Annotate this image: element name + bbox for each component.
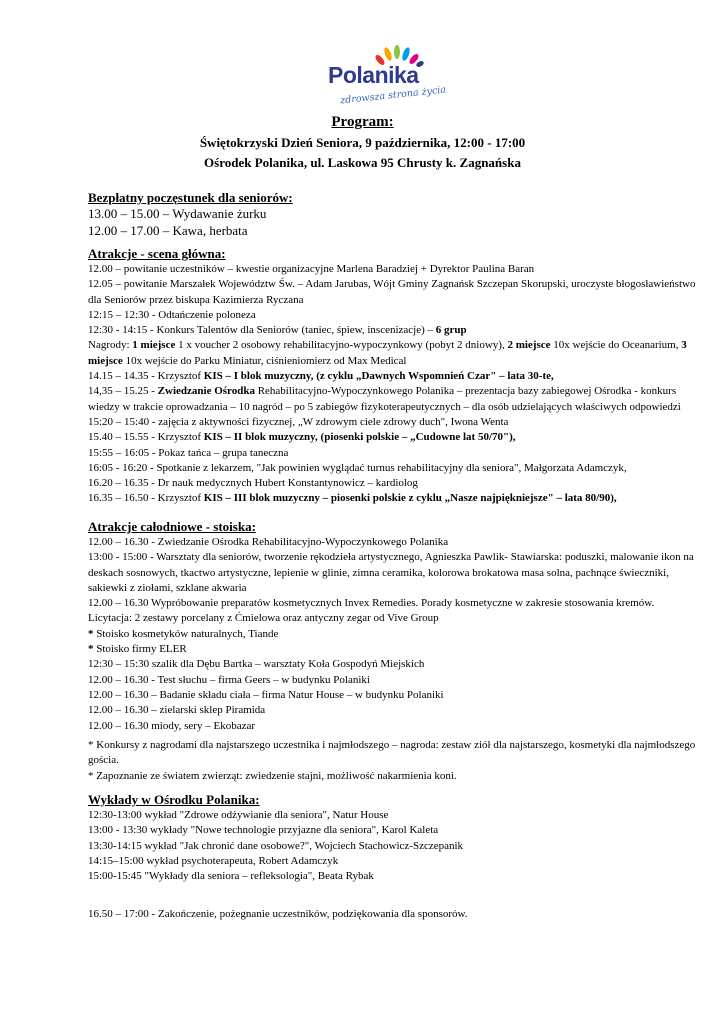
text: 10x wejście do Oceanarium, bbox=[553, 339, 679, 352]
list-item: 12.00 – 16.30 – zielarski sklep Piramida bbox=[88, 704, 266, 717]
list-item: Licytacja: 2 zestawy porcelany z Ćmielowa oraz antyczny zegar od Vive Group bbox=[88, 612, 439, 625]
logo-wordmark: Polanika bbox=[328, 62, 419, 88]
text: 14,35 – 15.25 - bbox=[88, 385, 155, 398]
list-item bbox=[88, 384, 708, 415]
main-stage-heading: Atrakcje - scena główna: bbox=[88, 246, 226, 261]
text: 15.40 – 15.55 - Krzysztof bbox=[88, 431, 202, 444]
list-item bbox=[88, 642, 708, 657]
text: 1 x voucher 2 osobowy rehabilitacyjno-wypoczynkowy (pobyt 2 dniowy), bbox=[178, 339, 505, 352]
petal-icon bbox=[401, 46, 411, 61]
list-item: 13:00 - 15:00 - Warsztaty dla seniorów, tworzenie rękodzieła artystycznego, Agnieszka Pawlik- Stawiarska: poduszki, malowanie ikon na deskach sosnowych, tkactwo artystyczne, lepienie w glinie, zimna ceramika, kolorowa brokatowa masa solna, pachnące świeczniki, sakiewki z ziołami, szklane akwaria bbox=[88, 551, 694, 594]
list-item bbox=[88, 430, 708, 445]
text: Nagrody: bbox=[88, 339, 130, 352]
list-item: 12.00 – 16.30 – Badanie składu ciała – firma Natur House – w budynku Polaniki bbox=[88, 688, 444, 701]
event-location: Ośrodek Polanika, ul. Laskowa 95 Chrusty k. Zagnańska bbox=[204, 155, 521, 170]
event-name: Świętokrzyski Dzień Seniora, 9 października, 12:00 - 17:00 bbox=[199, 135, 526, 150]
list-item: 13.00 – 15.00 – Wydawanie żurku bbox=[88, 206, 267, 221]
text: 14.15 – 14.35 - Krzysztof bbox=[88, 370, 202, 383]
text: Stoisko kosmetyków naturalnych, Tiande bbox=[96, 627, 279, 640]
list-item: 16.20 – 16.35 - Dr nauk medycznych Hubert Konstantynowicz – kardiolog bbox=[88, 477, 418, 490]
list-item bbox=[88, 491, 708, 506]
main-stage-list bbox=[88, 262, 708, 507]
list-item: 12.05 – powitanie Marszałek Województw Św. – Adam Jarubas, Wójt Gminy Zagnańsk Szczepan Skorupski, uroczyste błogosławieństwo dla Seniorów przez biskupa Kazimierza Ryczana bbox=[88, 278, 696, 306]
list-item: 13:30-14:15 wykład "Jak chronić dane osobowe?", Wojciech Stachowicz-Szczepanik bbox=[88, 839, 464, 852]
lectures-list bbox=[88, 808, 708, 884]
list-item: 12:15 – 12:30 - Odtańczenie poloneza bbox=[88, 308, 256, 321]
list-item bbox=[88, 323, 708, 338]
list-item: 12:30 – 15:30 szalik dla Dębu Bartka – warsztaty Koła Gospodyń Miejskich bbox=[88, 658, 425, 671]
list-item: 12.00 – powitanie uczestników – kwestie organizacyjne Marlena Baradziej + Dyrektor Paulina Baran bbox=[88, 263, 535, 275]
bold-text: KIS – III blok muzyczny – piosenki polskie z cyklu „Nasze najpiękniejsze" – lata 80/90), bbox=[203, 492, 617, 505]
text: 16.50 – 17:00 - bbox=[88, 908, 156, 920]
note: * Konkursy z nagrodami dla najstarszego uczestnika i najmłodszego – nagroda: zestaw ziół dla najstarszego, kosmetyki dla najmłodszego gościa. bbox=[88, 739, 696, 767]
bold-text: 6 grup bbox=[435, 324, 467, 337]
text: Rehabilitacyjno-Wypoczynkowego Polanika – prezentacja bazy zabiegowej Ośrodka - konkurs wiedzy w trakcie oprowadzania – 10 nagród – po 5 zabiegów fizykoterapeutycznych – dla osób udzielających właściwych odpowiedzi bbox=[88, 385, 681, 413]
refreshments-heading: Bezpłatny poczęstunek dla seniorów: bbox=[88, 190, 293, 205]
stands-heading: Atrakcje całodniowe - stoiska: bbox=[88, 519, 256, 534]
bold-text: 2 miejsce bbox=[507, 339, 551, 352]
petal-icon bbox=[383, 46, 393, 61]
list-item bbox=[88, 627, 708, 642]
closing bbox=[88, 907, 708, 922]
text: Zakończenie, pożegnanie uczestników, podziękowania dla sponsorów. bbox=[157, 908, 468, 920]
list-item bbox=[88, 369, 708, 384]
lectures-heading: Wykłady w Ośrodku Polanika: bbox=[88, 792, 260, 807]
list-item: 15:55 – 16:05 - Pokaz tańca – grupa taneczna bbox=[88, 446, 289, 459]
list-item: 12.00 – 16.30 Wypróbowanie preparatów kosmetycznych Invex Remedies. Porady kosmetyczne w zakresie stosowania kremów. bbox=[88, 597, 655, 610]
list-item: 13:00 - 13:30 wykłady "Nowe technologie przyjazne dla seniora", Karol Kaleta bbox=[88, 824, 439, 837]
logo-tagline: zdrowsza strona życia bbox=[339, 84, 447, 107]
list-item: 12.00 – 16.30 - Test słuchu – firma Geers – w budynku Polaniki bbox=[88, 673, 370, 686]
asterisk: * bbox=[88, 643, 94, 656]
list-item: 12:30-13:00 wykład "Zdrowe odżywianie dla seniora", Natur House bbox=[88, 809, 389, 821]
bold-text: 3 miejsce bbox=[88, 339, 687, 367]
program-title: Program: bbox=[331, 114, 394, 130]
list-item: 15:00-15:45 "Wykłady dla seniora – refleksologia", Beata Rybak bbox=[88, 870, 374, 883]
list-item bbox=[88, 907, 708, 922]
notes bbox=[88, 738, 708, 784]
bold-text: 1 miejsce bbox=[132, 339, 176, 352]
list-item: 16:05 - 16:20 - Spotkanie z lekarzem, "Jak powinien wyglądać turnus rehabilitacyjny dla seniora", Małgorzata Adamczyk, bbox=[88, 461, 627, 474]
list-item: 12.00 – 16.30 miody, sery – Ekobazar bbox=[88, 719, 256, 732]
text: Stoisko firmy ELER bbox=[96, 643, 187, 656]
text: 12:30 - 14:15 - Konkurs Talentów dla Seniorów (taniec, śpiew, inscenizacje) – bbox=[88, 324, 434, 337]
petal-icon bbox=[394, 45, 400, 59]
bold-text: KIS – II blok muzyczny, (piosenki polskie – „Cudowne lat 50/70"), bbox=[203, 431, 516, 444]
text: 16.35 – 16.50 - Krzysztof bbox=[88, 492, 202, 505]
asterisk: * bbox=[88, 627, 94, 640]
polanika-logo bbox=[328, 44, 446, 108]
refreshments-list bbox=[88, 206, 708, 239]
stands-list bbox=[88, 535, 708, 734]
note: * Zapoznanie ze światem zwierząt: zwiedzenie stajni, możliwość nakarmienia koni. bbox=[88, 769, 457, 782]
list-item: 12.00 – 16.30 - Zwiedzanie Ośrodka Rehabilitacyjno-Wypoczynkowego Polanika bbox=[88, 536, 449, 548]
list-item bbox=[88, 338, 708, 369]
list-item: 15:20 – 15:40 - zajęcia z aktywności fizycznej, „W zdrowym ciele zdrowy duch", Iwona Wenta bbox=[88, 415, 509, 428]
list-item: 14:15–15:00 wykład psychoterapeuta, Robert Adamczyk bbox=[88, 854, 339, 867]
bold-text: KIS – I blok muzyczny, (z cyklu „Dawnych Wspomnień Czar" – lata 30-te, bbox=[203, 370, 554, 383]
text: 10x wejście do Parku Miniatur, ciśnieniomierz od Max Medical bbox=[125, 354, 407, 367]
bold-text: Zwiedzanie Ośrodka bbox=[157, 385, 255, 398]
list-item: 12.00 – 17.00 – Kawa, herbata bbox=[88, 222, 248, 238]
